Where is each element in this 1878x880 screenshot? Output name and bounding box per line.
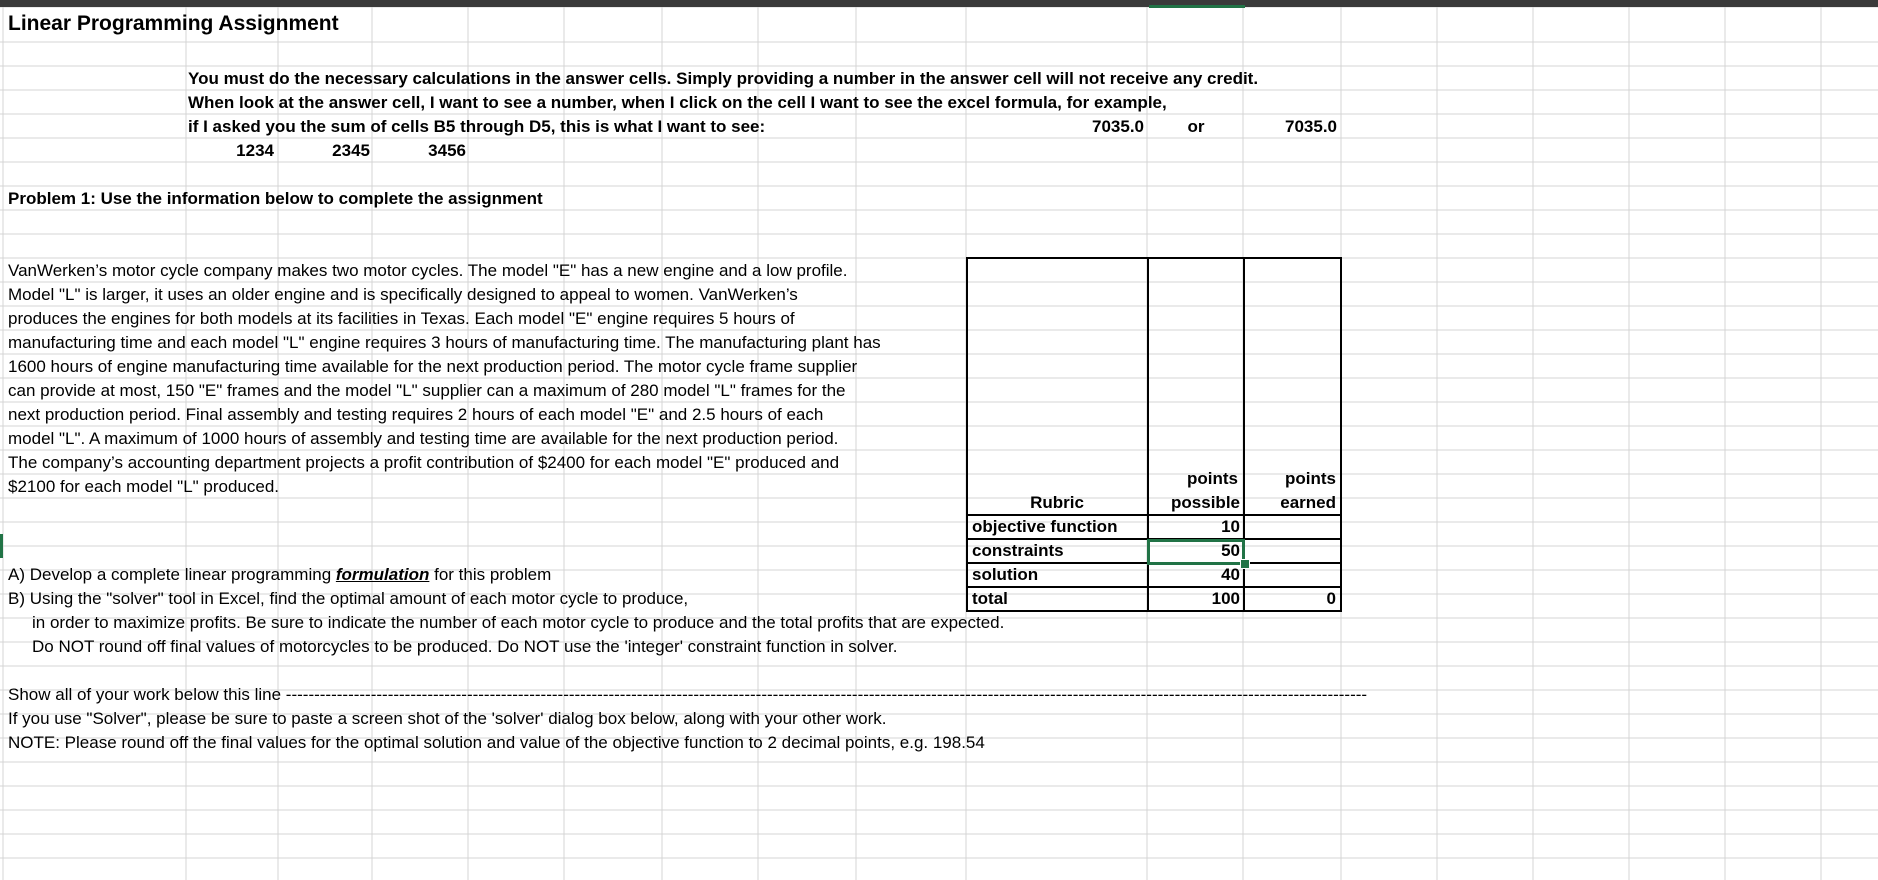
problem-text-line[interactable]: can provide at most, 150 "E" frames and the model "L" supplier can a maximum of 280 model "L" frames for the bbox=[8, 381, 846, 400]
example-result-cell[interactable]: 7035.0 bbox=[1092, 117, 1144, 136]
task-b-line-3[interactable]: Do NOT round off final values of motorcycles to be produced. Do NOT use the 'integer' constraint function in solver. bbox=[32, 637, 898, 656]
rubric-possible-header-2[interactable]: possible bbox=[1171, 493, 1240, 512]
column-header-strip bbox=[0, 0, 1878, 7]
problem-text-line[interactable]: Model "L" is larger, it uses an older engine and is specifically designed to appeal to women. VanWerken’s bbox=[8, 285, 798, 304]
task-a-prefix: A) Develop a complete linear programming bbox=[8, 565, 336, 584]
problem-text-line[interactable]: manufacturing time and each model "L" engine requires 3 hours of manufacturing time. The manufacturing plant has bbox=[8, 333, 881, 352]
work-line-1[interactable]: Show all of your work below this line ----------------------------------------------------------------------------------------------------------------------------------------------------------------------------------------------- bbox=[8, 685, 1368, 704]
fill-handle[interactable] bbox=[1240, 559, 1250, 569]
selected-row-indicator bbox=[0, 534, 3, 558]
rubric-header-label[interactable]: Rubric bbox=[1030, 493, 1084, 512]
problem-text-line[interactable]: 1600 hours of engine manufacturing time available for the next production period. The motor cycle frame supplier bbox=[8, 357, 858, 376]
task-a-line[interactable] bbox=[8, 563, 551, 587]
problem-text-line[interactable]: The company’s accounting department projects a profit contribution of $2400 for each model "E" produced and bbox=[8, 453, 840, 472]
task-b-line-1[interactable]: B) Using the "solver" tool in Excel, find the optimal amount of each motor cycle to produce, bbox=[8, 589, 689, 608]
selected-column-indicator bbox=[1149, 5, 1245, 8]
rubric-row-label[interactable]: objective function bbox=[972, 517, 1118, 536]
rubric-row-label[interactable]: solution bbox=[972, 565, 1039, 584]
work-line-3[interactable]: NOTE: Please round off the final values for the optimal solution and value of the objective function to 2 decimal points, e.g. 198.54 bbox=[8, 733, 985, 752]
rubric-row-label[interactable]: constraints bbox=[972, 541, 1064, 560]
problem-text-line[interactable]: model "L". A maximum of 1000 hours of assembly and testing time are available for the next production period. bbox=[8, 429, 839, 448]
rubric-row-earned[interactable] bbox=[1246, 515, 1336, 539]
rubric-row-possible[interactable]: 100 bbox=[1211, 589, 1240, 608]
problem-text-line[interactable]: $2100 for each model "L" produced. bbox=[8, 477, 280, 496]
problem-text-line[interactable]: produces the engines for both models at its facilities in Texas. Each model "E" engine requires 5 hours of bbox=[8, 309, 795, 328]
rubric-row-earned[interactable] bbox=[1246, 539, 1336, 563]
problem-heading[interactable]: Problem 1: Use the information below to complete the assignment bbox=[8, 189, 543, 208]
example-value-b5[interactable]: 1234 bbox=[236, 141, 274, 160]
page-title[interactable]: Linear Programming Assignment bbox=[8, 12, 339, 35]
instruction-line-3[interactable]: if I asked you the sum of cells B5 through D5, this is what I want to see: bbox=[188, 117, 766, 136]
work-line-2[interactable]: If you use "Solver", please be sure to paste a screen shot of the 'solver' dialog box below, along with your other work. bbox=[8, 709, 887, 728]
active-cell-selection[interactable] bbox=[1147, 539, 1245, 565]
task-b-line-2[interactable]: in order to maximize profits. Be sure to indicate the number of each motor cycle to produce and the total profits that are expected. bbox=[32, 613, 1005, 632]
task-a-suffix: for this problem bbox=[429, 565, 552, 584]
task-a-emphasis: formulation bbox=[335, 565, 430, 584]
problem-text-line[interactable]: VanWerken’s motor cycle company makes two motor cycles. The model "E" has a new engine and a low profile. bbox=[8, 261, 848, 280]
example-value-c5[interactable]: 2345 bbox=[332, 141, 370, 160]
instruction-line-1[interactable]: You must do the necessary calculations in the answer cells. Simply providing a number in the answer cell will not receive any credit. bbox=[188, 69, 1259, 88]
example-or-cell[interactable]: or bbox=[1187, 117, 1205, 136]
rubric-row-earned[interactable] bbox=[1246, 563, 1336, 587]
rubric-row-possible[interactable]: 10 bbox=[1221, 517, 1240, 536]
rubric-row-earned[interactable]: 0 bbox=[1326, 589, 1336, 608]
rubric-row-label[interactable]: total bbox=[972, 589, 1008, 608]
example-value-d5[interactable]: 3456 bbox=[428, 141, 466, 160]
rubric-possible-header[interactable]: points bbox=[1187, 469, 1238, 488]
rubric-earned-header[interactable]: points bbox=[1285, 469, 1336, 488]
instruction-line-2[interactable]: When look at the answer cell, I want to see a number, when I click on the cell I want to see the excel formula, for example, bbox=[188, 93, 1167, 112]
rubric-earned-header-2[interactable]: earned bbox=[1280, 493, 1336, 512]
rubric-row-possible[interactable]: 50 bbox=[1221, 541, 1240, 560]
problem-text-line[interactable]: next production period. Final assembly and testing requires 2 hours of each model "E" and 2.5 hours of each bbox=[8, 405, 824, 424]
rubric-row-possible[interactable]: 40 bbox=[1221, 565, 1240, 584]
example-formula-cell[interactable]: 7035.0 bbox=[1285, 117, 1337, 136]
